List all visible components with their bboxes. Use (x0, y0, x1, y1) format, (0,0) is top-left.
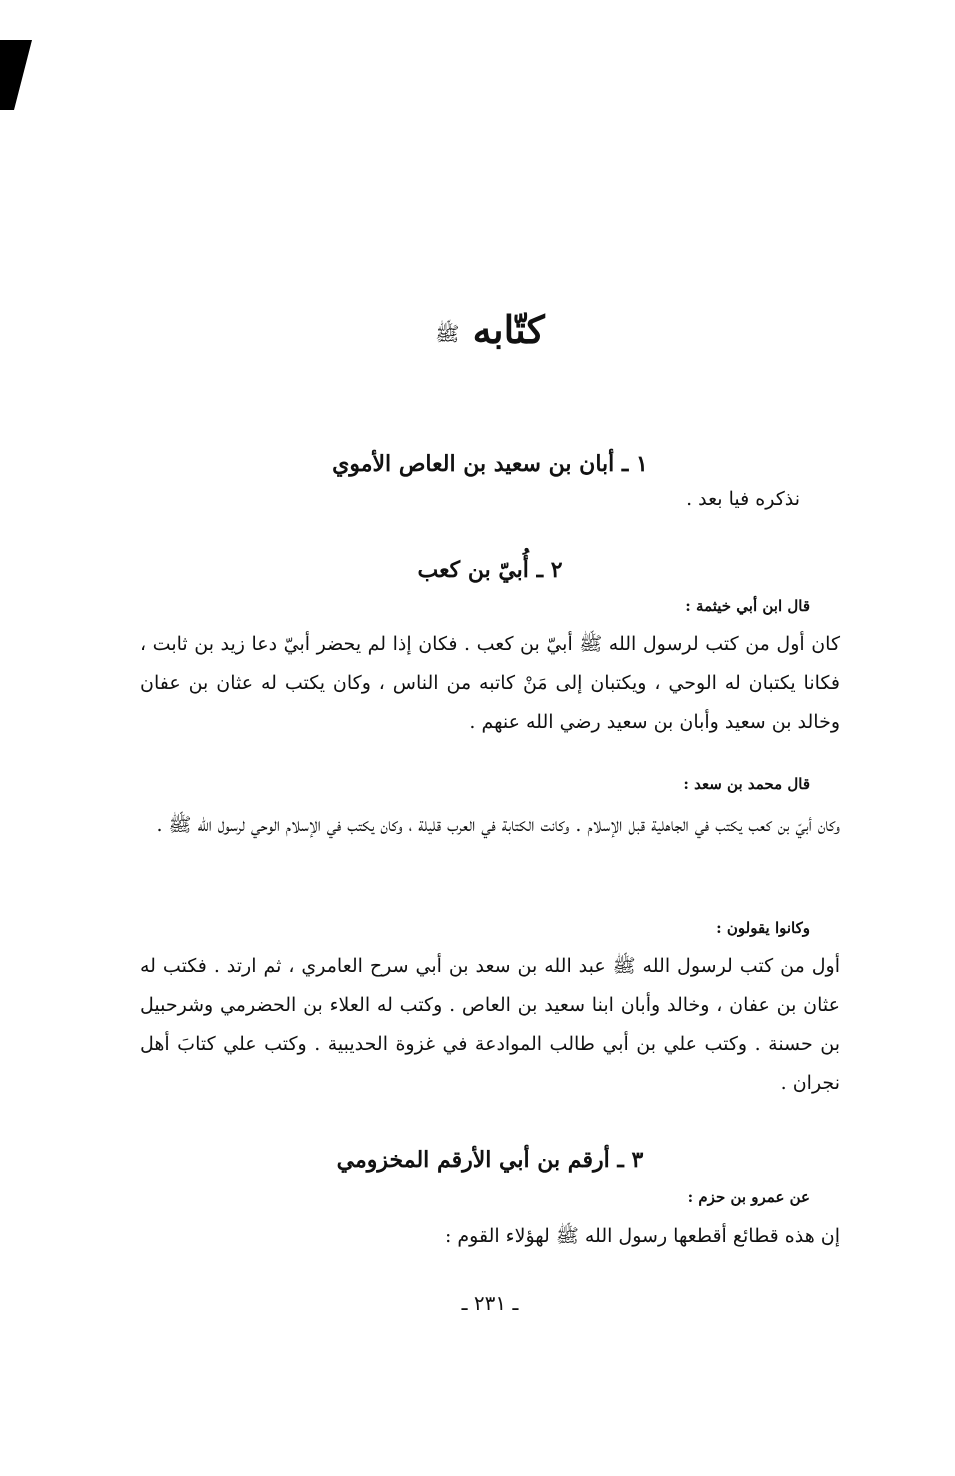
source-label: وكانوا يقولون : (716, 919, 810, 937)
source-label: قال ابن أبي خيثمة : (685, 597, 810, 615)
source-label: قال محمد بن سعد : (683, 775, 810, 793)
section-1-note: نذكره فيا بعد . (686, 488, 800, 510)
paragraph: كان أول من كتب لرسول الله ﷺ أبيّ بن كعب . فكان إذا لم يحضر أبيّ دعا زيد بن ثابت ، فكانا يكتبان له الوحي ، ويكتبان إلى مَنْ كاتبه من الناس ، وكان يكتب له عثان بن عفان وخالد بن سعيد وأبان بن سعيد رضي الله عنهم . (140, 633, 840, 733)
section-heading-2: ٢ ـ أُبيّ بن كعب (417, 557, 563, 583)
page-number: ـ ٢٣١ ـ (461, 1291, 519, 1315)
section-heading-3: ٣ ـ أرقم بن أبي الأرقم المخزومي (336, 1147, 644, 1173)
chapter-title (140, 300, 840, 364)
section-heading-1: ١ ـ أبان بن سعيد بن العاص الأموي (332, 451, 648, 477)
honorific-glyph: ﷺ (435, 321, 460, 346)
source-label: عن عمرو بن حزم : (687, 1188, 810, 1206)
paragraph: إن هذه قطائع أقطعها رسول الله ﷺ لهؤلاء القوم : (444, 1225, 840, 1247)
paragraph: وكان أبيّ بن كعب يكتب في الجاهلية قبل الإسلام . وكانت الكتابة في العرب قليلة ، وكان يكتب في الإسلام الوحي لرسول الله ﷺ . (156, 814, 840, 836)
paragraph: أول من كتب لرسول الله ﷺ عبد الله بن سعد بن أبي سرح العامري ، ثم ارتد . فكتب له عثان بن عفان ، وخالد وأبان ابنا سعيد بن العاص . وكتب له العلاء بن الحضرمي وشرحبيل بن حسنة . وكتب علي بن أبي طالب الموادعة في غزوة الحديبية . وكتب علي كتابَ أهل نجران . (140, 955, 840, 1094)
scan-edge-mark (0, 40, 32, 110)
chapter-title-text: كتّابه (472, 307, 545, 352)
book-page (140, 0, 840, 1476)
